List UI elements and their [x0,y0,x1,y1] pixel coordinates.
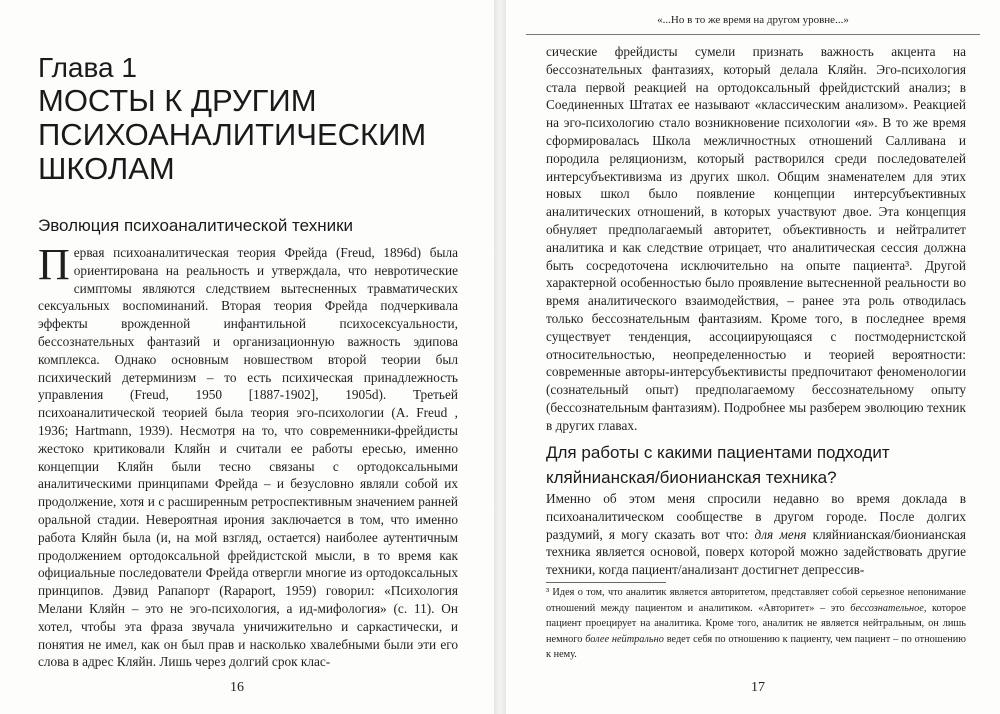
paragraph-text: Именно об этом меня спросили недавно во время доклада в психоаналитическом сообществе в другом городе. После долгих раздумий, я могу сказать вот что: [546,491,966,542]
running-head: «...Но в то же время на другом уровне...» [657,14,849,26]
chapter-label: Глава 1 [38,52,137,83]
section-title: Эволюция психоаналитической техники [38,216,354,235]
body-paragraph [546,490,966,579]
chapter-title-line: МОСТЫ К ДРУГИМ [38,83,317,118]
page-number: 17 [751,680,765,695]
chapter-title-line: ШКОЛАМ [38,151,175,186]
drop-cap: П [38,240,70,289]
section-subheading: Для работы с какими пациентами подходит кляйнианская/бионианская техника? [546,443,890,487]
footnote-text: ведет себя по отношению к пациенту, чем пациент – по отношению к нему. [546,633,966,660]
emphasis-text: бессознательное [850,602,924,614]
right-page [506,0,1000,714]
footnote-text: , которое пациент проецирует на аналитика. Кроме того, аналитик не является нейтральным, он лишь немного [546,602,966,645]
page-number: 16 [230,680,244,695]
book-gutter [494,0,506,714]
paragraph-text: кляйнианская/бионианская техника является основой, поверх которой можно задействовать другие техники, когда пациент/анализант достигнет депрессив- [546,526,966,578]
emphasis-text: более нейтрально [585,633,664,645]
chapter-title-line: ПСИХОАНАЛИТИЧЕСКИМ [38,117,427,152]
chapter-title [38,84,426,186]
body-paragraph: сические фрейдисты сумели признать важность акцента на бессознательных фантазиях, который делала Кляйн. Эго-психология стала первой реакцией на ортодоксальный фрейдистский анализ; в Соединенных Штатах ее называют «классическим анализом». Реакцией на эго-психологию стало возникновение психологии «я». В то же время сформировалась Школа межличностных отношений Салливана и породила реляционизм, который растворился среди последователей интерсубъективизма из других школ. Общим знаменателем для этих новых школ было появление концепции интерсубъективных аналитических отношений, в которых участвуют двое. Эта концепция обнуляет предполагаемый авторитет, объективность и нейтралитет аналитика и как следствие отрицает, что аналитическая сессия должна быть сосредоточена исключительно на опыте пациента³. Другой характерной особенностью было проявление вытесненной реальности во время аналитического взаимодействия, – ранее эта роль отводилась только бессознательным фантазиям. Кроме того, в последнее время существует тенденция, ассоциирующаяся с постмодернистской относительностью, неопределенностью и теорией вероятности: современные авторы-интерсубъективисты предпочитают феноменологии (сознательный опыт) предполагаемому бессознательному опыту (бессознательным фантазиям). Подробнее мы разберем эволюцию техник в других главах. [546,44,966,433]
footnote-rule [546,582,666,583]
emphasis-text: для меня [754,526,807,542]
footnote [546,585,966,663]
body-paragraph [38,240,458,671]
footnote-text: ³ Идея о том, что аналитик является авторитетом, представляет собой серьезное непонимание отношений между пациентом и аналитиком. «Авторитет» – это [546,587,966,614]
paragraph-text: ервая психоаналитическая теория Фрейда (Freud, 1896d) была ориентирована на реальность и утверждала, что невротические симптомы являются следствием вытесненных травматических сексуальных воспоминаний. Вторая теория Фрейда подчеркивала эффекты врожденной инфантильной психосексуальности, бессознательных фантазий и организационную важность эдипова комплекса. Однако основным новшеством второй теории был психический детерминизм – то есть психическая принадлежность управления (Freud, 1950 [1887-1902], 1905d). Третьей психоаналитической теорией была теория эго-психологии (A. Freud , 1936; Hartmann, 1939). Несмотря на то, что современники-фрейдисты жестоко критиковали Кляйн и считали ее работы ересью, именно концепции Кляйн были тесно связаны с ортодоксальными аналитическими принципами Фрейда – и безусловно являли собой их продолжение, хотя и с расширенным ретроспективным значением ранней оральной стадии. Невероятная ирония заключается в том, что именно работа Кляйн была (и, на мой взгляд, остается) наиболее аутентичным продолжением ортодоксальной фрейдистской мысли, в то время как официальные последователи Фрейда отвергли многие из ортодоксальных принципов. Дэвид Рапапорт (Rapaport, 1959) говорил: «Психология Мелани Кляйн – это не эго-психология, а ид-мифология» (с. 11). Он хотел, чтобы эта фраза звучала уничижительно и саркастически, и понятия не имел, как он был прав и насколько хвалебными были эти его слова в адрес Кляйн. Лишь через долгий срок клас- [38,245,458,670]
header-rule [526,34,980,35]
left-page [0,0,494,714]
